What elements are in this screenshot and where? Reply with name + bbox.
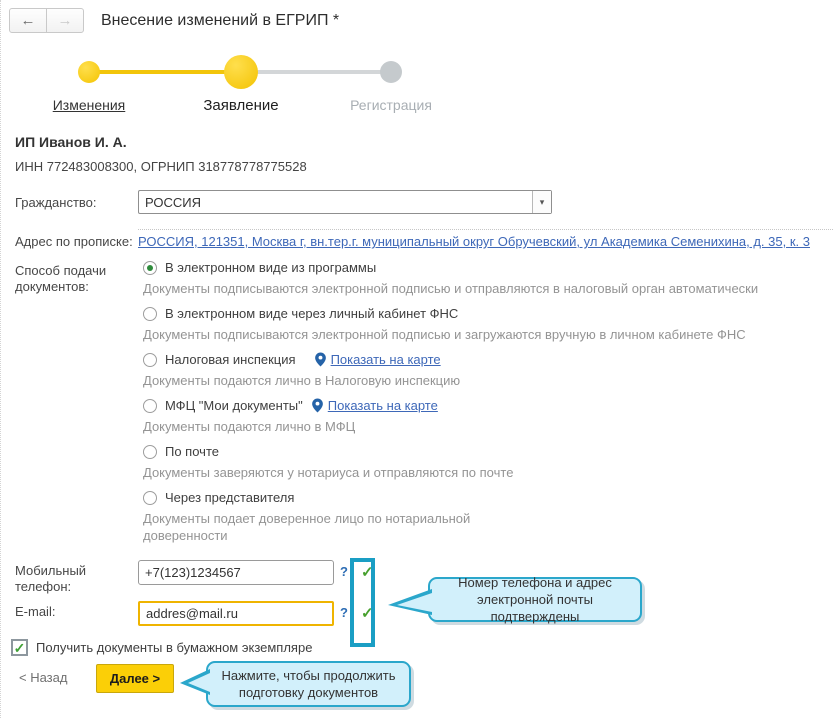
option-by-mail xyxy=(143,444,758,481)
stepper-line-todo xyxy=(241,70,391,74)
address-label: Адрес по прописке: xyxy=(15,234,133,249)
option-tax-inspection xyxy=(143,352,758,389)
submission-section xyxy=(15,260,758,553)
phone-row xyxy=(15,560,374,595)
paper-copy-label[interactable]: Получить документы в бумажном экземпляре xyxy=(36,640,313,655)
citizenship-value: РОССИЯ xyxy=(145,194,202,210)
option-label[interactable]: Налоговая инспекция xyxy=(165,352,296,367)
chevron-down-icon[interactable]: ▾ xyxy=(532,191,551,213)
option-description: Документы подаются лично в Налоговую инспекцию xyxy=(143,373,461,388)
map-link-group xyxy=(311,398,438,413)
address-row xyxy=(15,229,834,250)
stepper-line-done xyxy=(89,70,241,74)
tooltip-tail xyxy=(180,667,210,699)
radio-via-representative[interactable] xyxy=(143,491,157,505)
address-field xyxy=(138,229,834,249)
email-input[interactable] xyxy=(138,601,334,626)
radio-tax-inspection[interactable] xyxy=(143,353,157,367)
map-pin-icon xyxy=(311,398,324,413)
citizenship-select[interactable] xyxy=(138,190,552,214)
page-title: Внесение изменений в ЕГРИП * xyxy=(101,12,340,29)
step-label-registration: Регистрация xyxy=(350,97,432,113)
option-electronic-from-program xyxy=(143,260,758,297)
step-label-application: Заявление xyxy=(203,97,279,114)
show-on-map-link[interactable]: Показать на карте xyxy=(327,398,438,413)
option-label[interactable]: В электронном виде через личный кабинет ФНС xyxy=(165,306,459,321)
confirmation-highlight-frame xyxy=(350,558,375,647)
option-label[interactable]: По почте xyxy=(165,444,219,459)
option-label[interactable]: В электронном виде из программы xyxy=(165,260,377,275)
email-label: E-mail: xyxy=(15,604,56,619)
option-description: Документы подписываются электронной подписью и загружаются вручную в личном кабинете ФНС xyxy=(143,327,746,342)
option-label[interactable]: Через представителя xyxy=(165,490,295,505)
phone-confirmed-check-icon: ✓ xyxy=(360,564,374,581)
history-nav xyxy=(9,8,84,33)
next-tooltip-text: Нажмите, чтобы продолжить подготовку документов xyxy=(221,668,396,700)
paper-copy-row xyxy=(11,639,312,656)
entity-name: ИП Иванов И. А. xyxy=(15,134,127,150)
confirmed-tooltip xyxy=(428,577,642,622)
entity-info xyxy=(15,134,307,174)
address-link[interactable]: РОССИЯ, 121351, Москва г, вн.тер.г. муниципальный округ Обручевский, ул Академика Семенихина, д. 35, к. 3 xyxy=(138,234,810,249)
map-pin-icon xyxy=(314,352,327,367)
checkbox-check-icon: ✓ xyxy=(13,639,26,656)
option-label[interactable]: МФЦ "Мои документы" xyxy=(165,398,303,413)
paper-copy-checkbox[interactable] xyxy=(11,639,28,656)
show-on-map-link[interactable]: Показать на карте xyxy=(330,352,441,367)
option-description: Документы подписываются электронной подписью и отправляются в налоговый орган автоматически xyxy=(143,281,759,296)
tooltip-tail xyxy=(388,587,432,619)
submission-options xyxy=(138,260,758,553)
phone-input[interactable] xyxy=(138,560,334,585)
help-icon[interactable]: ? xyxy=(340,564,348,579)
step-dot-changes xyxy=(78,61,100,83)
back-link[interactable]: < Назад xyxy=(19,670,68,685)
email-confirmed-check-icon: ✓ xyxy=(360,605,374,622)
confirmed-tooltip-text: Номер телефона и адрес электронной почты подтверждены xyxy=(458,575,612,624)
radio-electronic-fns-cabinet[interactable] xyxy=(143,307,157,321)
next-tooltip xyxy=(206,661,411,707)
email-row xyxy=(15,601,374,626)
citizenship-row xyxy=(15,190,552,214)
option-description: Документы заверяются у нотариуса и отправляются по почте xyxy=(143,465,514,480)
radio-mfc[interactable] xyxy=(143,399,157,413)
option-mfc xyxy=(143,398,758,435)
step-link-changes[interactable]: Изменения xyxy=(52,97,126,113)
phone-label: Мобильный телефон: xyxy=(15,563,87,594)
next-button[interactable]: Далее > xyxy=(96,664,174,693)
option-via-representative xyxy=(143,490,758,544)
option-description: Документы подаются лично в МФЦ xyxy=(143,419,356,434)
help-icon[interactable]: ? xyxy=(340,605,348,620)
step-dot-registration xyxy=(380,61,402,83)
citizenship-label: Гражданство: xyxy=(15,195,97,210)
submission-label: Способ подачи документов: xyxy=(15,263,107,294)
radio-electronic-from-program[interactable] xyxy=(143,261,157,275)
option-electronic-fns-cabinet xyxy=(143,306,758,343)
radio-by-mail[interactable] xyxy=(143,445,157,459)
entity-registration-numbers: ИНН 772483008300, ОГРНИП 318778778775528 xyxy=(15,159,307,174)
back-arrow-icon[interactable]: ← xyxy=(9,8,47,33)
option-description: Документы подает доверенное лицо по нотариальной доверенности xyxy=(143,511,471,543)
forward-arrow-icon[interactable]: → xyxy=(46,8,84,33)
map-link-group xyxy=(314,352,441,367)
step-dot-application xyxy=(224,55,258,89)
